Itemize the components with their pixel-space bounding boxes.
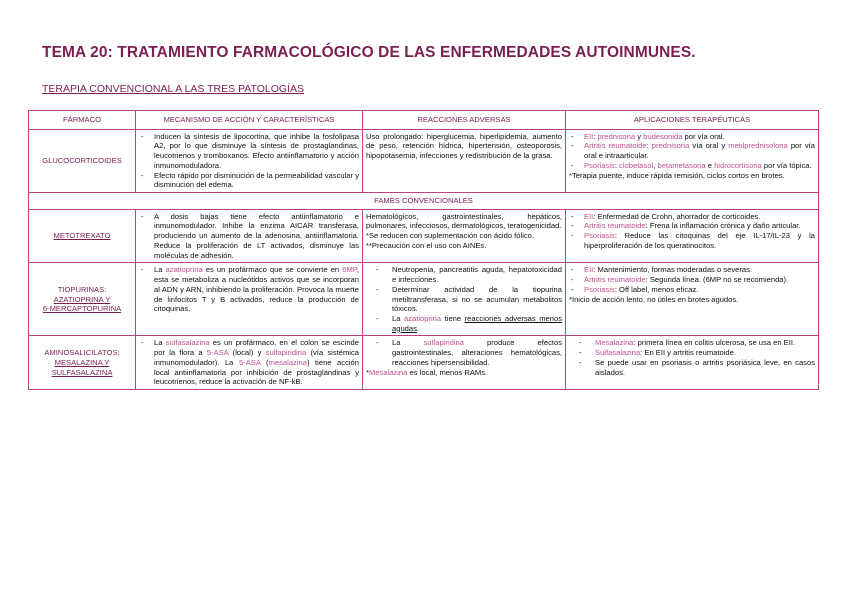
list-item: - Artritis reumatoide: Segunda línea. (6MP no se recomienda). — [584, 275, 815, 285]
list-item: - EII: Mantenimiento, formas moderadas o severas. — [584, 265, 815, 275]
adverse-cell: - La sulfapiridina produce efectos gastrointestinales, alteraciones hematológicas, reacciones hipersensibilidad. *Mesalazina es local, menos RAMs. — [363, 336, 566, 390]
drug-name-aminosalicilatos: AMINOSALICILATOS: MESALAZINA Y SULFASALAZINA — [29, 336, 136, 390]
list-item: - Artritis reumatoide: prednisona vía oral y metilprednisolona por vía oral e intraarticular. — [584, 141, 815, 160]
table-row — [29, 209, 819, 263]
adverse-cell — [363, 263, 566, 336]
table-header-row — [29, 111, 819, 130]
list-item: - A dosis bajas tiene efecto antiinflamatorio e inmunomodulador. Inhibe la enzima AICAR transferasa, produciendo un aumento de la adenosina, antiinflamatoria. Reduce la proliferación de LT activados, disminuye las moléculas de adhesión. — [154, 212, 359, 261]
list-item: - La sulfapiridina produce efectos gastrointestinales, alteraciones hematológicas, reacciones hipersensibilidad. — [392, 338, 562, 367]
list-item: - Inducen la síntesis de lipocortina, que inhibe la fosfolipasa A2, por lo que disminuye la síntesis de prostaglandinas, leucotrienos y tromboxanos. Efecto antiinflamatorio y acción inmunomoduladora. — [154, 132, 359, 171]
applications-cell — [566, 129, 819, 192]
adverse-cell: Hematológicos, gastrointestinales, hepáticos, pulmonares, infecciosos, dermatológicos, teratogenicidad. *Se reducen con suplementación con ácido fólico. **Precaución con el uso con AINEs. — [363, 209, 566, 263]
list-item: - Mesalazina: primera línea en colitis ulcerosa, se usa en EII. — [595, 338, 815, 348]
section-row — [29, 193, 819, 210]
table-row — [29, 129, 819, 192]
note-text: *Inicio de acción lento, no útiles en brotes agudos. — [569, 294, 739, 304]
mechanism-cell — [136, 209, 363, 263]
header-farmaco: FÁRMACO — [29, 111, 136, 130]
list-item: - Determinar actividad de la tiopurina metiltransferasa, si no se acumulan metabolitos tóxicos. — [392, 285, 562, 314]
list-item: - La azatioprina tiene reacciones adversas menos agudas. — [392, 314, 562, 333]
treatment-table — [28, 110, 819, 390]
table-row — [29, 263, 819, 336]
drug-name-metotrexato: METOTREXATO — [29, 209, 136, 263]
mechanism-cell — [136, 336, 363, 390]
list-item: - Neutropenia, pancreatitis aguda, hepatotoxicidad e infecciones. — [392, 265, 562, 284]
applications-cell — [566, 209, 819, 263]
list-item: - Psoriasis: clobetasol, betametasona e hidrocortisona por vía tópica. — [584, 161, 815, 171]
applications-cell — [566, 263, 819, 336]
list-item: - La azatioprina es un profármaco que se convierte en 6MP, esta se metaboliza a nucleótidos activos que se incorporan al ADN y ARN, inhibiendo la proliferación. Provoca la muerte de linfocitos T y B activados, reduce la producción de citoquinas. — [154, 265, 359, 314]
list-item: - Sulfasalazina: En EII y artritis reumatoide. — [595, 348, 815, 358]
header-mecanismo: MECANISMO DE ACCIÓN Y CARACTERÍSTICAS — [136, 111, 363, 130]
mechanism-cell — [136, 263, 363, 336]
list-item: - Psoriasis: Off label, menos eficaz. — [584, 285, 815, 295]
list-item: - Psoriasis: Reduce las citoquinas del eje IL-17/IL-23 y la hiperproliferación de los queratinocitos. — [584, 231, 815, 250]
applications-cell — [566, 336, 819, 390]
list-item: - EII: Enfermedad de Crohn, ahorrador de corticoides. — [584, 212, 815, 222]
list-item: - EII: prednisona y budesonida por vía oral. — [584, 132, 815, 142]
list-item: - La sulfasalazina es un profármaco, en el colon se escinde por la flora a 5-ASA (local) y sulfapiridina (vía sistémica inmunomodulador). La 5-ASA (mesalazina) tiene acción local antiinflamatoria por inhibición de prostaglandinas y leucotrienos, reduce la activación de NF-kB. — [154, 338, 359, 387]
list-item: - Efecto rápido por disminución de la permeabilidad vascular y disminución del edema. — [154, 171, 359, 190]
note-text: *Terapia puente, induce rápida remisión, ciclos cortos en brotes. — [569, 170, 785, 180]
drug-name-glucocorticoides: GLUCOCORTICOIDES — [29, 129, 136, 192]
page-title: TEMA 20: TRATAMIENTO FARMACOLÓGICO DE LAS ENFERMEDADES AUTOINMUNES. — [42, 44, 696, 61]
mechanism-cell — [136, 129, 363, 192]
adverse-cell: Uso prolongado: hiperglucemia, hiperlipidemia, aumento de peso, retención hídrica, hipertensión, osteoporosis, hipopotasemia, infecciones y redistribución de la grasa. — [363, 129, 566, 192]
page-subtitle: TERAPIA CONVENCIONAL A LAS TRES PATOLOGÍAS — [42, 83, 305, 95]
section-title: FAMES CONVENCIONALES — [29, 193, 819, 210]
header-reacciones: REACCIONES ADVERSAS — [363, 111, 566, 130]
table-row — [29, 336, 819, 390]
list-item: - Se puede usar en psoriasis o artritis psoriásica leve, en casos aislados. — [595, 358, 815, 377]
list-item: - Artritis reumatoide: Frena la inflamación crónica y daño articular. — [584, 221, 815, 231]
header-aplicaciones: APLICACIONES TERAPÉUTICAS — [566, 111, 819, 130]
drug-name-tiopurinas: TIOPURINAS: AZATIOPRINA Y 6-MERCAPTOPURINA — [29, 263, 136, 336]
